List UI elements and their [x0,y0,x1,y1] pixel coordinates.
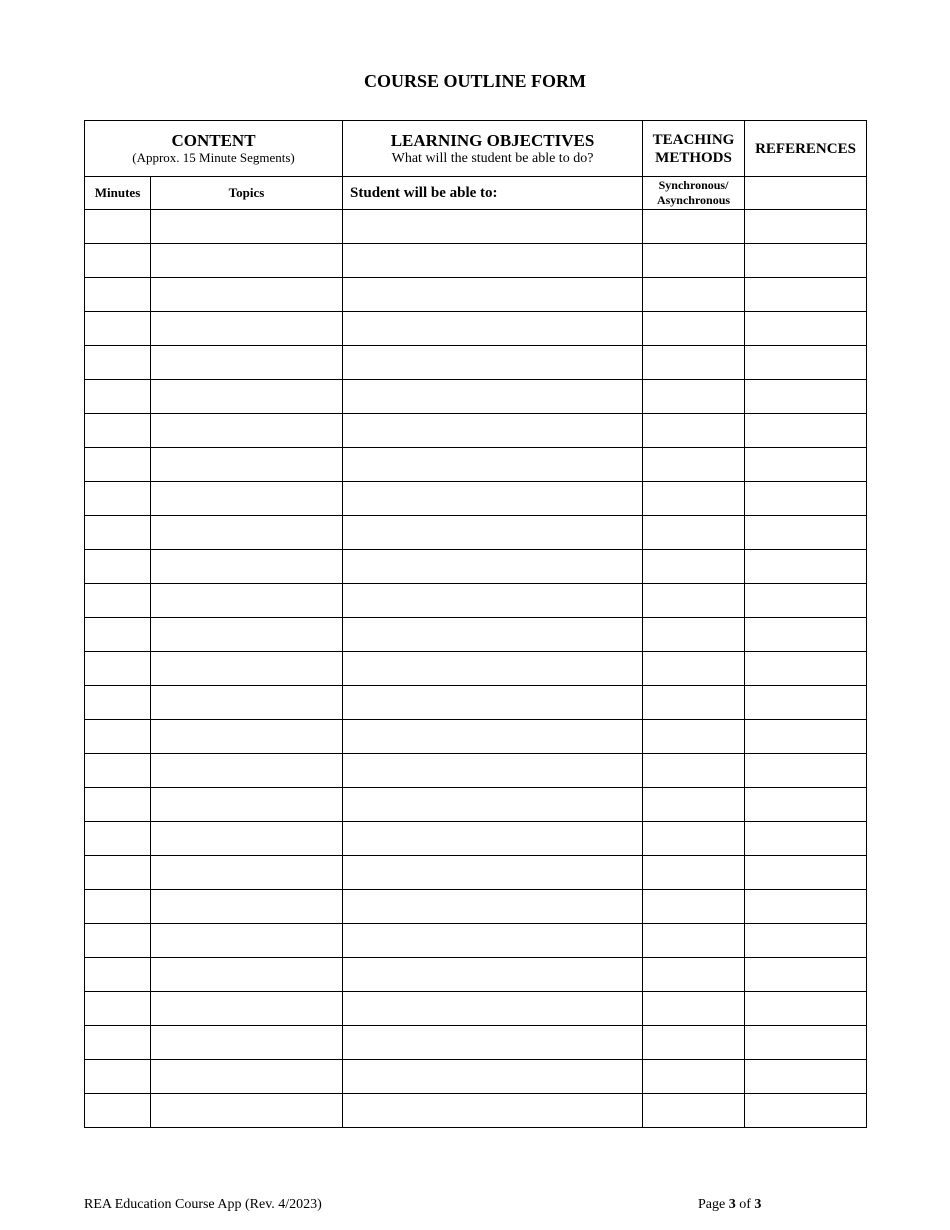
topics-cell[interactable] [151,448,343,482]
teaching-method-cell[interactable] [643,380,745,414]
topics-cell[interactable] [151,380,343,414]
topics-cell[interactable] [151,1060,343,1094]
table-row [85,550,867,584]
references-cell[interactable] [745,822,867,856]
minutes-cell[interactable] [85,890,151,924]
objective-cell[interactable] [343,890,643,924]
minutes-cell[interactable] [85,1094,151,1128]
references-cell[interactable] [745,278,867,312]
references-cell[interactable] [745,1060,867,1094]
teaching-method-cell[interactable] [643,244,745,278]
objective-cell[interactable] [343,346,643,380]
topics-cell[interactable] [151,958,343,992]
course-outline-table [84,120,867,1128]
objective-cell[interactable] [343,278,643,312]
references-cell[interactable] [745,754,867,788]
references-cell[interactable] [745,380,867,414]
topics-cell[interactable] [151,482,343,516]
table-row [85,958,867,992]
page-of: of [739,1197,751,1212]
footer-app-version: REA Education Course App (Rev. 4/2023) [84,1197,322,1212]
topics-cell[interactable] [151,414,343,448]
objective-cell[interactable] [343,720,643,754]
objective-cell[interactable] [343,516,643,550]
references-cell[interactable] [745,482,867,516]
topics-cell[interactable] [151,516,343,550]
references-cell[interactable] [745,720,867,754]
table-row [85,924,867,958]
references-cell[interactable] [745,856,867,890]
topics-cell[interactable] [151,788,343,822]
objective-cell[interactable] [343,244,643,278]
topics-cell[interactable] [151,244,343,278]
references-heading: REFERENCES [755,140,856,157]
topics-cell[interactable] [151,686,343,720]
teaching-method-cell[interactable] [643,754,745,788]
objective-cell[interactable] [343,584,643,618]
header-row [85,121,867,177]
topics-cell[interactable] [151,210,343,244]
table-row [85,1060,867,1094]
minutes-cell[interactable] [85,720,151,754]
teaching-method-cell[interactable] [643,312,745,346]
teaching-method-cell[interactable] [643,346,745,380]
sync-label-line2: Asynchronous [656,193,731,207]
objective-cell[interactable] [343,958,643,992]
table-row [85,1026,867,1060]
minutes-cell[interactable] [85,686,151,720]
table-row [85,822,867,856]
references-cell[interactable] [745,448,867,482]
teaching-method-cell[interactable] [643,618,745,652]
page-current: 3 [728,1197,736,1212]
objective-cell[interactable] [343,992,643,1026]
references-header [745,121,867,177]
topics-cell[interactable] [151,754,343,788]
objective-cell[interactable] [343,1094,643,1128]
teaching-method-cell[interactable] [643,516,745,550]
page-total: 3 [754,1197,762,1212]
minutes-cell[interactable] [85,618,151,652]
objective-cell[interactable] [343,482,643,516]
teaching-method-cell[interactable] [643,1060,745,1094]
teaching-method-cell[interactable] [643,1026,745,1060]
objective-cell[interactable] [343,754,643,788]
table-row [85,890,867,924]
teaching-method-cell[interactable] [643,686,745,720]
references-cell[interactable] [745,890,867,924]
table-row [85,1094,867,1128]
table-row [85,788,867,822]
teaching-method-cell[interactable] [643,788,745,822]
teaching-method-cell[interactable] [643,1094,745,1128]
minutes-cell[interactable] [85,1060,151,1094]
teaching-method-cell[interactable] [643,278,745,312]
topics-cell[interactable] [151,822,343,856]
references-cell[interactable] [745,788,867,822]
objective-cell[interactable] [343,924,643,958]
minutes-cell[interactable] [85,380,151,414]
table-row [85,414,867,448]
references-cell[interactable] [745,346,867,380]
objective-cell[interactable] [343,210,643,244]
teaching-method-cell[interactable] [643,652,745,686]
topics-cell[interactable] [151,278,343,312]
minutes-cell[interactable] [85,584,151,618]
minutes-cell[interactable] [85,244,151,278]
references-cell[interactable] [745,686,867,720]
teaching-methods-header [643,121,745,177]
table-row [85,448,867,482]
references-cell[interactable] [745,210,867,244]
teaching-method-cell[interactable] [643,924,745,958]
topics-cell[interactable] [151,890,343,924]
references-cell[interactable] [745,958,867,992]
references-cell[interactable] [745,652,867,686]
teaching-method-cell[interactable] [643,210,745,244]
objective-cell[interactable] [343,380,643,414]
topics-cell[interactable] [151,1026,343,1060]
references-cell[interactable] [745,414,867,448]
topics-cell[interactable] [151,312,343,346]
minutes-cell[interactable] [85,482,151,516]
teaching-method-cell[interactable] [643,584,745,618]
minutes-cell[interactable] [85,856,151,890]
teaching-method-cell[interactable] [643,992,745,1026]
minutes-cell[interactable] [85,414,151,448]
minutes-cell[interactable] [85,992,151,1026]
references-subheader [745,177,867,210]
references-cell[interactable] [745,924,867,958]
minutes-cell[interactable] [85,754,151,788]
topics-cell[interactable] [151,618,343,652]
references-cell[interactable] [745,1094,867,1128]
objective-cell[interactable] [343,686,643,720]
references-cell[interactable] [745,992,867,1026]
topics-cell[interactable] [151,346,343,380]
table-row [85,992,867,1026]
topics-cell[interactable] [151,584,343,618]
minutes-cell[interactable] [85,958,151,992]
table-row [85,754,867,788]
minutes-cell[interactable] [85,652,151,686]
topics-cell[interactable] [151,856,343,890]
minutes-cell[interactable] [85,278,151,312]
teaching-method-cell[interactable] [643,448,745,482]
references-cell[interactable] [745,584,867,618]
teaching-method-cell[interactable] [643,856,745,890]
objectives-header [343,121,643,177]
minutes-cell[interactable] [85,550,151,584]
objective-cell[interactable] [343,550,643,584]
objective-cell[interactable] [343,1060,643,1094]
topics-cell[interactable] [151,720,343,754]
teaching-heading-line1: TEACHING [652,131,735,148]
teaching-method-cell[interactable] [643,958,745,992]
footer-page-number [698,1196,761,1214]
teaching-method-cell[interactable] [643,890,745,924]
topics-cell[interactable] [151,652,343,686]
objectives-subheading: What will the student be able to do? [391,150,594,166]
objective-cell[interactable] [343,652,643,686]
minutes-cell[interactable] [85,312,151,346]
topics-cell[interactable] [151,550,343,584]
topics-cell[interactable] [151,992,343,1026]
table-row [85,346,867,380]
minutes-cell[interactable] [85,822,151,856]
objectives-heading: LEARNING OBJECTIVES [390,130,595,150]
form-title: COURSE OUTLINE FORM [363,71,587,91]
sync-subheader [643,177,745,210]
table-row [85,380,867,414]
minutes-cell[interactable] [85,516,151,550]
references-cell[interactable] [745,244,867,278]
topics-subheader: Topics [151,177,343,210]
student-subheader: Student will be able to: [343,177,643,210]
objective-cell[interactable] [343,788,643,822]
objective-cell[interactable] [343,856,643,890]
topics-cell[interactable] [151,924,343,958]
references-cell[interactable] [745,618,867,652]
minutes-subheader: Minutes [85,177,151,210]
references-cell[interactable] [745,312,867,346]
table-row [85,244,867,278]
minutes-cell[interactable] [85,788,151,822]
table-row [85,312,867,346]
table-row [85,856,867,890]
table-row [85,720,867,754]
table-row [85,686,867,720]
references-cell[interactable] [745,516,867,550]
references-cell[interactable] [745,550,867,584]
objective-cell[interactable] [343,414,643,448]
references-cell[interactable] [745,1026,867,1060]
subheader-row [85,177,867,210]
page-label: Page [698,1197,726,1212]
table-row [85,482,867,516]
minutes-cell[interactable] [85,448,151,482]
table-row [85,618,867,652]
table-row [85,210,867,244]
objective-cell[interactable] [343,312,643,346]
teaching-method-cell[interactable] [643,550,745,584]
table-row [85,652,867,686]
content-heading: CONTENT [171,131,256,150]
objective-cell[interactable] [343,1026,643,1060]
minutes-cell[interactable] [85,924,151,958]
content-header [85,121,343,177]
topics-cell[interactable] [151,1094,343,1128]
teaching-method-cell[interactable] [643,720,745,754]
objective-cell[interactable] [343,448,643,482]
teaching-method-cell[interactable] [643,822,745,856]
objective-cell[interactable] [343,822,643,856]
teaching-heading-line2: METHODS [655,149,732,166]
minutes-cell[interactable] [85,1026,151,1060]
table-row [85,516,867,550]
minutes-cell[interactable] [85,210,151,244]
teaching-method-cell[interactable] [643,482,745,516]
content-subheading: (Approx. 15 Minute Segments) [132,150,295,165]
teaching-method-cell[interactable] [643,414,745,448]
minutes-cell[interactable] [85,346,151,380]
sync-label-line1: Synchronous/ [658,178,729,192]
objective-cell[interactable] [343,618,643,652]
table-row [85,278,867,312]
table-row [85,584,867,618]
